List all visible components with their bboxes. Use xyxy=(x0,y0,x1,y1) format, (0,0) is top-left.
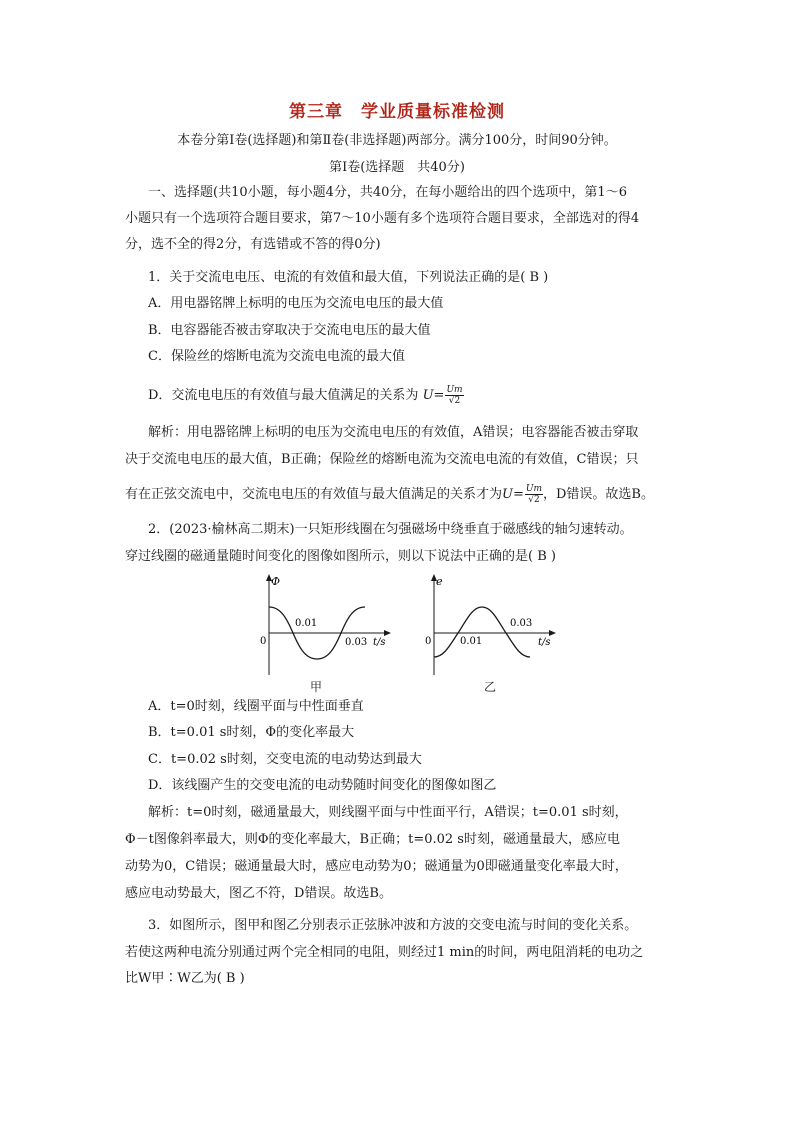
phi-origin-label: 0 xyxy=(260,636,267,647)
phi-tick-0-03: 0.03 xyxy=(345,637,368,648)
q3-stem-line-2: 若使这两种电流分别通过两个完全相同的电阻，则经过1 min的时间，两电阻消耗的电功之 xyxy=(125,945,644,960)
q2-analysis-line-2: Φ－t图像斜率最大，则Φ的变化率最大，B正确；t=0.02 s时刻，磁通量最大，感应电 xyxy=(125,832,620,847)
q1-option-c: C．保险丝的熔断电流为交流电电流的最大值 xyxy=(148,349,405,364)
phi-tick-0-01: 0.01 xyxy=(295,618,318,629)
e-origin-label: 0 xyxy=(425,636,432,647)
phi-x-arrow xyxy=(384,630,391,636)
q2-stem-line-2: 穿过线圈的磁通量随时间变化的图像如图所示，则以下说法中正确的是( B ) xyxy=(125,549,556,564)
e-tick-0-03: 0.03 xyxy=(510,618,533,629)
e-x-arrow xyxy=(549,630,556,636)
q1-analysis-formula-fraction xyxy=(525,484,543,505)
section1-line-2: 小题只有一个选项符合题目要求，第7～10小题有多个选项符合题目要求，全部选对的得4 xyxy=(125,211,640,226)
e-tick-0-01: 0.01 xyxy=(460,636,483,647)
q2-option-b: B．t=0.01 s时刻，Φ的变化率最大 xyxy=(148,725,355,740)
e-x-label: t/s xyxy=(538,637,551,648)
q3-stem-line-1: 3．如图所示，图甲和图乙分别表示正弦脉冲波和方波的交变电流与时间的变化关系。 xyxy=(148,918,638,933)
q1-analysis-line-3-end: ，D错误。故选B。 xyxy=(543,487,654,502)
e-sine-curve xyxy=(434,607,533,657)
q1-analysis-formula-lhs: U= xyxy=(502,487,524,502)
q2-analysis-line-1: 解析：t=0时刻，磁通量最大，则线圈平面与中性面平行，A错误；t=0.01 s时刻， xyxy=(148,805,628,820)
q1-formula-den: √2 xyxy=(448,396,461,406)
part1-header: 第Ⅰ卷(选择题 共40分) xyxy=(329,160,465,175)
figure-e-t-graph xyxy=(420,570,560,680)
q1-stem: 1．关于交流电电压、电流的有效值和最大值，下列说法正确的是( B ) xyxy=(148,270,549,285)
exam-intro: 本卷分第Ⅰ卷(选择题)和第Ⅱ卷(非选择题)两部分。满分100分，时间90分钟。 xyxy=(177,133,617,148)
section1-line-3: 分，选不全的得2分，有选错或不答的得0分) xyxy=(125,237,381,252)
q1-analysis-line-3 xyxy=(125,484,685,505)
q3-stem-line-3: 比W甲∶W乙为( B ) xyxy=(125,971,245,986)
q1-analysis-line-3-text: 有在正弦交流电中，交流电电压的有效值与最大值满足的关系才为 xyxy=(125,487,503,502)
phi-x-label: t/s xyxy=(373,637,386,648)
figure-caption-jia: 甲 xyxy=(310,680,323,694)
figure-caption-yi: 乙 xyxy=(484,680,497,694)
phi-y-label: Φ xyxy=(271,575,281,588)
q1-analysis-line-1: 解析：用电器铭牌上标明的电压为交流电电压的有效值，A错误；电容器能否被击穿取 xyxy=(148,425,639,440)
q2-option-c: C．t=0.02 s时刻，交变电流的电动势达到最大 xyxy=(148,752,422,767)
q1-option-a: A．用电器铭牌上标明的电压为交流电电压的最大值 xyxy=(148,296,444,311)
q1-formula-num: Um xyxy=(446,385,463,395)
q1-option-b: B．电容器能否被击穿取决于交流电电压的最大值 xyxy=(148,323,431,338)
q1-analysis-formula-den: √2 xyxy=(528,495,540,505)
q1-formula-fraction xyxy=(445,385,463,406)
q2-analysis-line-3: 动势为0，C错误；磁通量最大时，感应电动势为0；磁通量为0即磁通量变化率最大时， xyxy=(125,859,628,874)
q2-analysis-line-4: 感应电动势最大，图乙不符，D错误。故选B。 xyxy=(125,886,392,901)
e-y-label: e xyxy=(436,575,443,588)
page-title: 第三章 学业质量标准检测 xyxy=(289,102,505,122)
q2-stem-line-1: 2．(2023·榆林高二期末)一只矩形线圈在匀强磁场中绕垂直于磁感线的轴匀速转动。 xyxy=(148,522,633,537)
section1-line-1: 一、选择题(共10小题，每小题4分，共40分，在每小题给出的四个选项中，第1～6 xyxy=(148,185,627,200)
q1-option-d-text: D．交流电电压的有效值与最大值满足的关系为 xyxy=(148,388,419,403)
q2-option-a: A．t=0时刻，线圈平面与中性面垂直 xyxy=(148,699,364,714)
q2-option-d: D．该线圈产生的交变电流的电动势随时间变化的图像如图乙 xyxy=(148,778,497,793)
q1-analysis-line-2: 决于交流电电压的最大值，B正确；保险丝的熔断电流为交流电电流的有效值，C错误；只 xyxy=(125,452,639,467)
q1-option-d xyxy=(148,385,685,406)
q1-analysis-formula-num: Um xyxy=(525,484,542,494)
q1-formula-lhs: U= xyxy=(422,388,445,403)
figure-phi-t-graph xyxy=(255,570,395,680)
